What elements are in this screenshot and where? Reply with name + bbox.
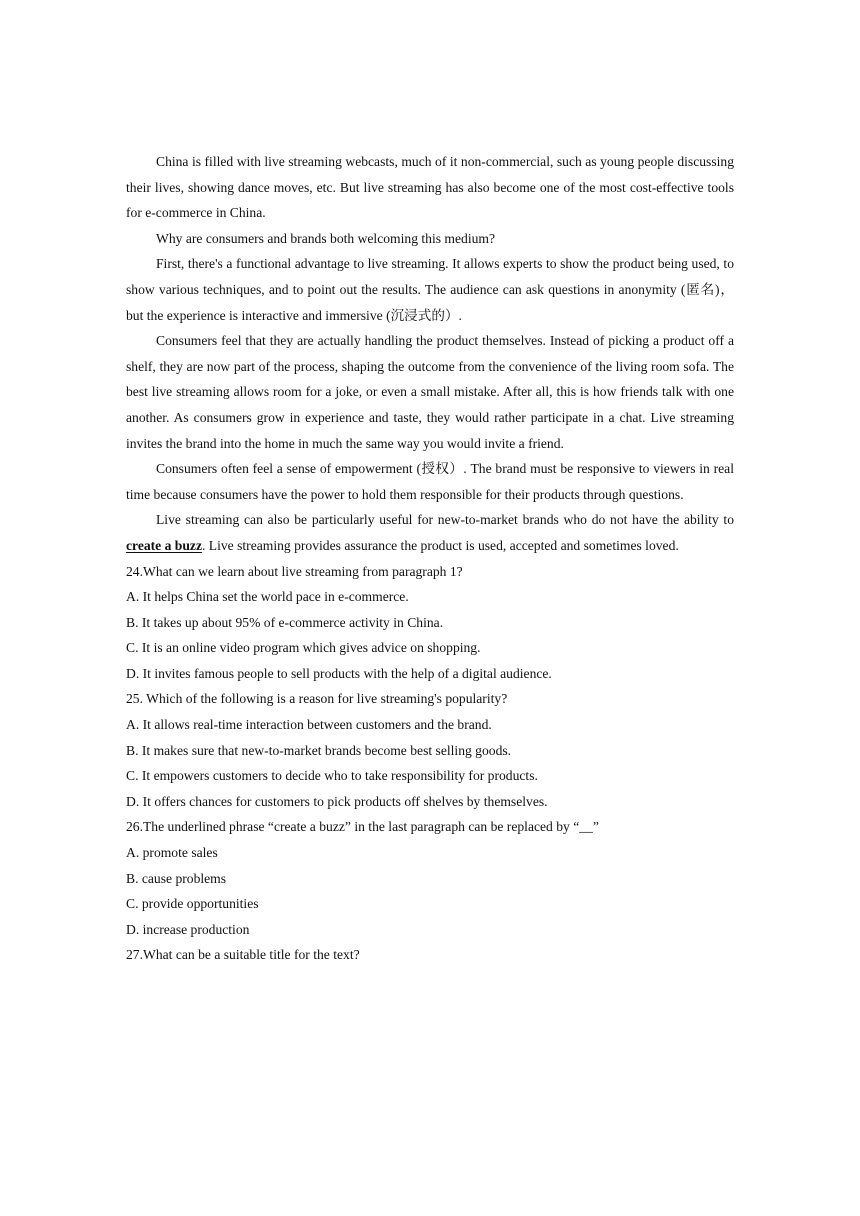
question-26 <box>126 814 734 942</box>
paragraph-6-text-before: Live streaming can also be particularly useful for new-to-market brands who do not have the ability to <box>156 512 734 528</box>
option-d: D. increase production <box>126 921 250 937</box>
question-stem: 25. Which of the following is a reason for live streaming's popularity? <box>126 691 508 707</box>
underlined-phrase: create a buzz <box>126 537 202 553</box>
question-27 <box>126 942 734 968</box>
passage-paragraph-4: Consumers feel that they are actually handling the product themselves. Instead of picking a product off a shelf, they are now part of the process, shaping the outcome from the convenience of the living room sofa. The best live streaming allows room for a joke, or even a small mistake. After all, this is how friends talk with one another. As consumers grow in experience and taste, they would rather participate in a chat. Live streaming invites the brand into the home in much the same way you would invite a friend. <box>126 333 734 451</box>
option-c: C. provide opportunities <box>126 896 259 912</box>
option-a: A. promote sales <box>126 845 218 861</box>
option-b: B. It takes up about 95% of e-commerce activity in China. <box>126 614 444 630</box>
option-c: C. It is an online video program which gives advice on shopping. <box>126 640 481 656</box>
option-b: B. It makes sure that new-to-market brands become best selling goods. <box>126 742 512 758</box>
option-a: A. It allows real-time interaction between customers and the brand. <box>126 717 492 733</box>
passage-paragraph-5: Consumers often feel a sense of empowerment (授权）. The brand must be responsive to viewers in real time because consumers have the power to hold them responsible for their products through questions. <box>126 461 734 502</box>
option-b: B. cause problems <box>126 870 227 886</box>
question-24 <box>126 559 734 687</box>
option-c: C. It empowers customers to decide who to take responsibility for products. <box>126 768 538 784</box>
passage-paragraph-1: China is filled with live streaming webcasts, much of it non-commercial, such as young people discussing their lives, showing dance moves, etc. But live streaming has also become one of the most cost-effective tools for e-commerce in China. <box>126 154 734 221</box>
option-d: D. It offers chances for customers to pick products off shelves by themselves. <box>126 793 548 809</box>
passage-paragraph-3: First, there's a functional advantage to live streaming. It allows experts to show the product being used, to show various techniques, and to point out the results. The audience can ask questions in anonymity (匿名)， but the experience is interactive and immersive (沉浸式的）. <box>126 256 734 323</box>
paragraph-6-text-after: . Live streaming provides assurance the product is used, accepted and sometimes loved. <box>202 537 679 553</box>
option-d: D. It invites famous people to sell products with the help of a digital audience. <box>126 665 552 681</box>
passage-paragraph-6 <box>126 507 734 558</box>
option-a: A. It helps China set the world pace in e-commerce. <box>126 589 409 605</box>
exam-page <box>126 149 734 968</box>
question-stem: 24.What can we learn about live streaming from paragraph 1? <box>126 563 463 579</box>
question-stem: 26.The underlined phrase “create a buzz” in the last paragraph can be replaced by “__” <box>126 819 599 835</box>
question-25 <box>126 686 734 814</box>
question-stem: 27.What can be a suitable title for the text? <box>126 947 360 963</box>
passage-paragraph-2: Why are consumers and brands both welcoming this medium? <box>156 230 496 246</box>
